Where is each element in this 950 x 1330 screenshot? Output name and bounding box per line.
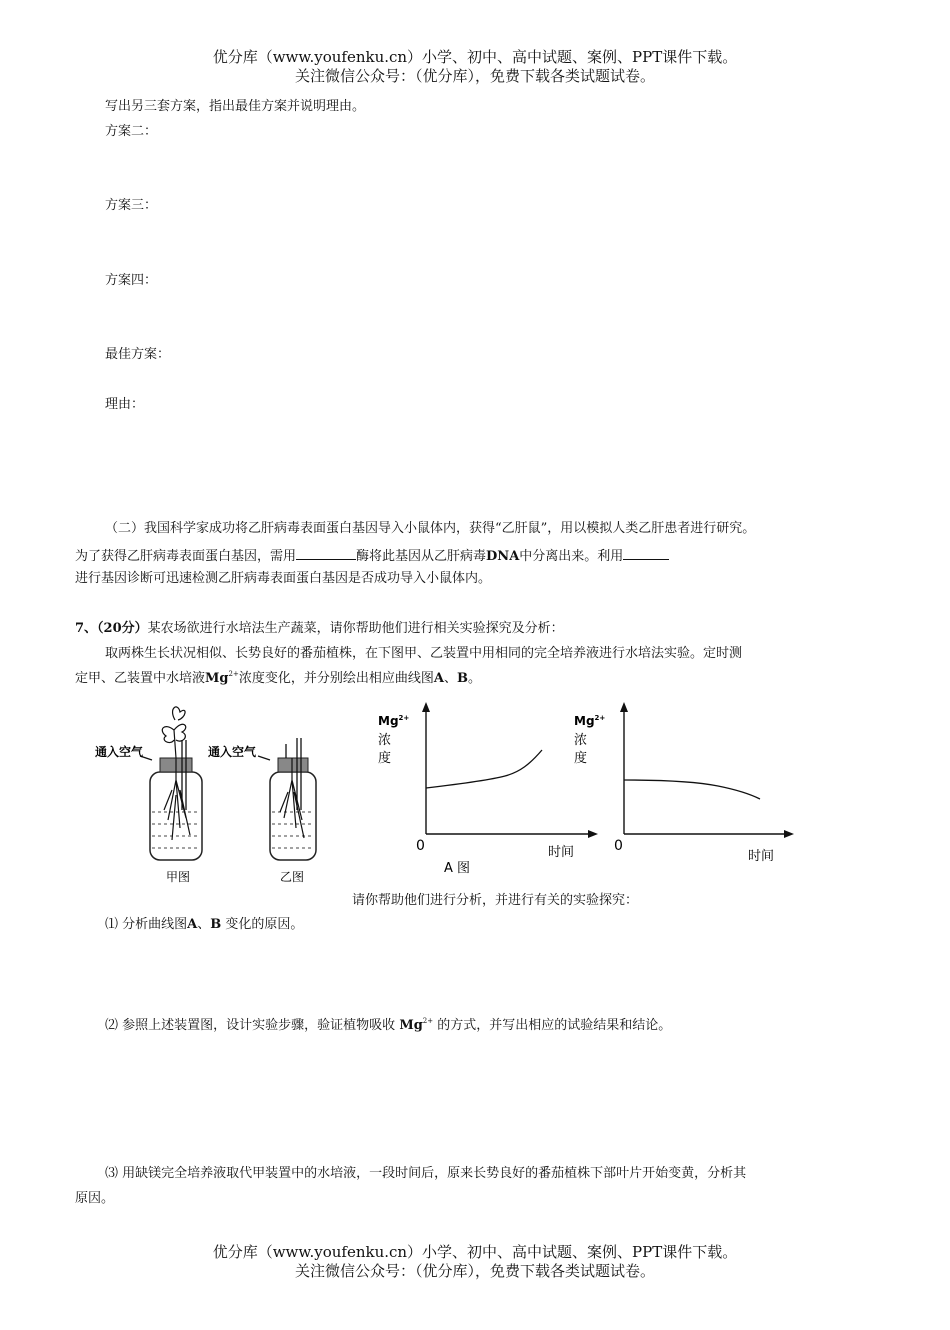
plans-intro: 写出另三套方案，指出最佳方案并说明理由。 (105, 99, 366, 114)
reason-label: 理由： (105, 397, 145, 412)
part2-line-3: 进行基因诊断可迅速检测乙肝病毒表面蛋白基因是否成功导入小鼠体内。 (75, 571, 492, 586)
graph-b-ylabel-2: 度 (574, 751, 588, 766)
q7-heading: 7、（20分）某农场欲进行水培法生产蔬菜，请你帮助他们进行相关实验探究及分析： (75, 621, 564, 636)
analysis-intro: 请你帮助他们进行分析，并进行有关的实验探究： (352, 893, 639, 908)
air-inlet-label-jia: 通入空气 (95, 745, 144, 759)
blank-method[interactable] (623, 547, 669, 560)
graph-a-ylabel-1: 浓 (378, 733, 392, 748)
q7-sub-3-line-1: ⑶ 用缺镁完全培养液取代甲装置中的水培液，一段时间后，原来长势良好的番茄植株下部叶片开始变黄，分析其 (105, 1166, 747, 1181)
graph-a-caption: A 图 (444, 861, 471, 876)
graph-a-xlabel: 时间 (548, 845, 575, 860)
blank-enzyme[interactable] (296, 547, 356, 560)
footer-line-2: 关注微信公众号：（优分库），免费下载各类试题试卷。 (294, 1262, 655, 1280)
header-line-2: 关注微信公众号：（优分库），免费下载各类试题试卷。 (294, 67, 655, 85)
plan-3-label: 方案三： (105, 198, 158, 213)
q7-sub-3-line-2: 原因。 (75, 1191, 115, 1206)
plan-2-label: 方案二： (105, 124, 158, 139)
graph-b-xlabel: 时间 (748, 849, 775, 864)
graph-b-curve (624, 780, 760, 799)
q7-paragraph-2: 定甲、乙装置中水培液$Mg^{2+}$浓度变化，并分别绘出相应曲线图A、B。 (75, 670, 481, 686)
air-inlet-label-yi: 通入空气 (208, 745, 257, 759)
jar-yi (270, 738, 316, 860)
part2-line-1: （二）我国科学家成功将乙肝病毒表面蛋白基因导入小鼠体内，获得“乙肝鼠”，用以模拟人类乙肝患者进行研究。 (105, 521, 756, 536)
q7-sub-2: ⑵ 参照上述装置图，设计实验步骤，验证植物吸收 $Mg^{2+}$ 的方式，并写出相应的试验结果和结论。 (105, 1017, 672, 1033)
graph-b-ylabel-1: 浓 (574, 733, 588, 748)
q7-sub-1: ⑴ 分析曲线图A、B 变化的原因。 (105, 917, 304, 932)
part2-line-2: 为了获得乙肝病毒表面蛋白基因，需用 酶将此基因从乙肝病毒DNA中分离出来。利用 (75, 547, 669, 563)
q7-paragraph-1: 取两株生长状况相似、长势良好的番茄植株，在下图甲、乙装置中用相同的完全培养液进行水培法实验。定时测 (105, 646, 743, 661)
best-plan-label: 最佳方案： (105, 347, 171, 362)
graph-a-origin: 0 (416, 838, 425, 854)
graph-a-curve (426, 750, 542, 788)
jar-jia (150, 707, 202, 860)
graph-b (568, 700, 808, 880)
graph-a-mg-label: $Mg^{2+}$ (378, 714, 410, 728)
apparatus-figure (80, 700, 340, 892)
footer-line-1: 优分库（www.youfenku.cn）小学、初中、高中试题、案例、PPT课件下载。 (212, 1243, 738, 1261)
jia-caption: 甲图 (166, 870, 191, 884)
graph-b-origin: 0 (614, 838, 623, 854)
graph-a-ylabel-2: 度 (378, 751, 392, 766)
graph-b-mg-label: $Mg^{2+}$ (574, 714, 606, 728)
plan-4-label: 方案四： (105, 273, 158, 288)
header-line-1: 优分库（www.youfenku.cn）小学、初中、高中试题、案例、PPT课件下载。 (212, 48, 738, 66)
yi-caption: 乙图 (280, 870, 305, 884)
